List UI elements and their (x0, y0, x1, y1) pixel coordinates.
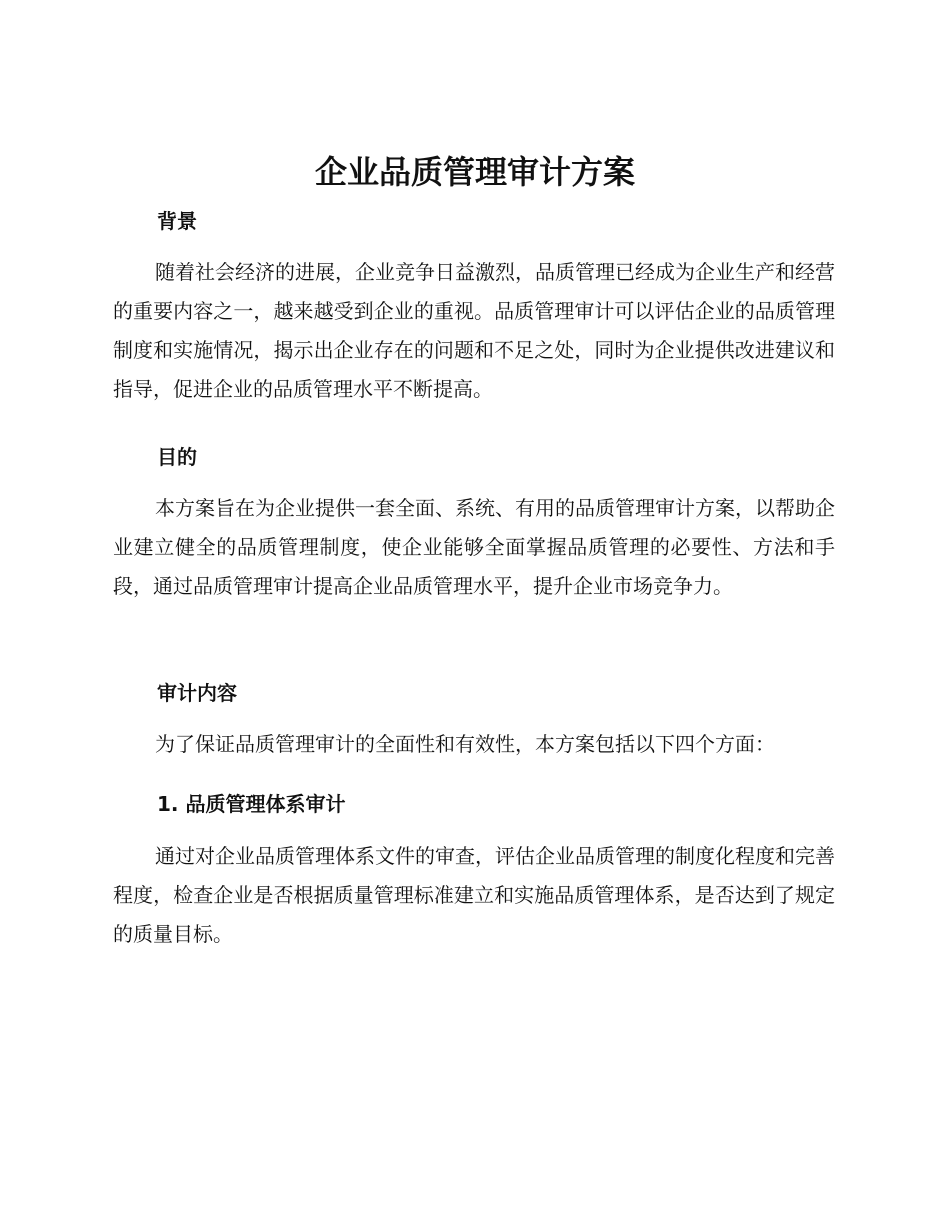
section-heading-purpose: 目的 (157, 445, 197, 469)
section-heading-background: 背景 (157, 209, 197, 233)
section-heading-quality-system-audit: 1. 品质管理体系审计 (157, 792, 346, 816)
paragraph-audit-content: 为了保证品质管理审计的全面性和有效性，本方案包括以下四个方面： (155, 732, 775, 756)
paragraph-background: 随着社会经济的进展，企业竞争日益激烈，品质管理已经成为企业生产和经营的重要内容之一，越来越受到企业的重视。品质管理审计可以评估企业的品质管理制度和实施情况，揭示出企业存在的问题和不足之处，同时为企业提供改进建议和指导，促进企业的品质管理水平不断提高。 (113, 260, 835, 401)
paragraph-purpose: 本方案旨在为企业提供一套全面、系统、有用的品质管理审计方案，以帮助企业建立健全的品质管理制度，使企业能够全面掌握品质管理的必要性、方法和手段，通过品质管理审计提高企业品质管理水平，提升企业市场竞争力。 (113, 496, 835, 598)
document-title: 企业品质管理审计方案 (314, 153, 635, 191)
section-heading-audit-content: 审计内容 (157, 681, 237, 705)
paragraph-quality-system-audit: 通过对企业品质管理体系文件的审查，评估企业品质管理的制度化程度和完善程度，检查企业是否根据质量管理标准建立和实施品质管理体系，是否达到了规定的质量目标。 (113, 844, 835, 946)
